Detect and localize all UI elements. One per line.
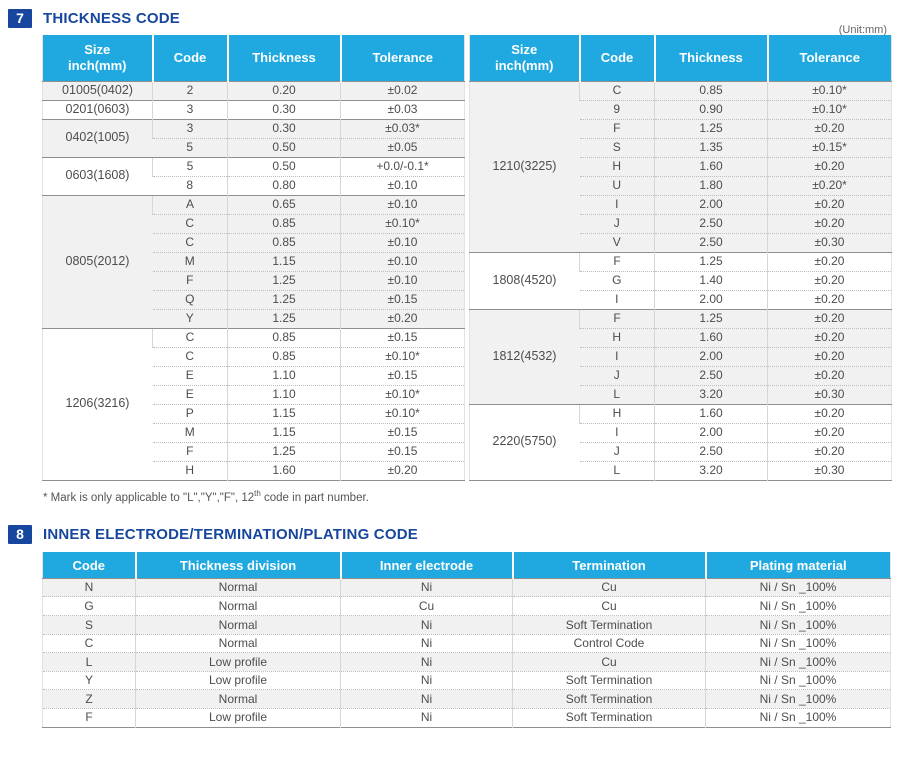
size-cell: 0201(0603)	[43, 100, 153, 119]
tolerance-cell: ±0.20	[768, 309, 892, 328]
col-header-inner-electrode: Inner electrode	[341, 552, 513, 578]
header-row	[43, 552, 891, 578]
thickness-cell: 1.25	[655, 119, 768, 138]
code-cell: V	[580, 233, 655, 252]
section7-number-badge: 7	[8, 9, 32, 28]
thickness-cell: 2.50	[655, 442, 768, 461]
code-cell: L	[580, 461, 655, 480]
section7-title: THICKNESS CODE	[43, 9, 180, 27]
tolerance-cell: ±0.30	[768, 461, 892, 480]
tolerance-cell: ±0.10*	[768, 81, 892, 100]
size-cell: 1808(4520)	[470, 252, 580, 309]
inner-electrode-cell: Ni	[341, 671, 513, 690]
code-cell: 3	[153, 100, 228, 119]
thickness-cell: 0.90	[655, 100, 768, 119]
thickness-division-cell: Low profile	[136, 708, 341, 727]
thickness-cell: 2.00	[655, 347, 768, 366]
thickness-cell: 3.20	[655, 461, 768, 480]
col-header-thickness: Thickness	[228, 35, 341, 81]
col-header-size-line1: Size	[84, 42, 111, 58]
thickness-table-right	[469, 35, 892, 481]
col-header-code: Code	[43, 552, 136, 578]
thickness-cell: 1.10	[228, 366, 341, 385]
tolerance-cell: ±0.20	[768, 442, 892, 461]
code-cell: I	[580, 423, 655, 442]
thickness-cell: 0.85	[228, 233, 341, 252]
thickness-cell: 1.25	[228, 290, 341, 309]
code-cell: S	[43, 616, 136, 635]
thickness-cell: 1.25	[228, 442, 341, 461]
tolerance-cell: ±0.20	[768, 271, 892, 290]
thickness-cell: 1.60	[655, 404, 768, 423]
tolerance-cell: ±0.02	[341, 81, 465, 100]
thickness-division-cell: Normal	[136, 634, 341, 653]
code-cell: G	[580, 271, 655, 290]
table-row	[43, 100, 465, 119]
col-header-size	[43, 35, 153, 81]
unit-label: (Unit:mm)	[838, 24, 887, 36]
code-cell: C	[153, 328, 228, 347]
thickness-cell: 0.30	[228, 100, 341, 119]
code-cell: 5	[153, 157, 228, 176]
code-table-body	[43, 578, 891, 727]
thickness-cell: 1.60	[655, 328, 768, 347]
thickness-cell: 0.30	[228, 119, 341, 138]
tolerance-cell: ±0.15	[341, 290, 465, 309]
code-cell: H	[153, 461, 228, 480]
code-cell: F	[153, 271, 228, 290]
table-row	[43, 578, 891, 597]
section8-number-badge: 8	[8, 525, 32, 544]
plating-material-cell: Ni / Sn _100%	[706, 578, 891, 597]
thickness-division-cell: Normal	[136, 578, 341, 597]
tolerance-cell: ±0.30	[768, 385, 892, 404]
size-cell: 01005(0402)	[43, 81, 153, 100]
thickness-cell: 1.80	[655, 176, 768, 195]
code-cell: G	[43, 597, 136, 616]
code-cell: Z	[43, 690, 136, 709]
termination-cell: Cu	[513, 597, 706, 616]
thickness-cell: 0.85	[228, 214, 341, 233]
tolerance-cell: ±0.20	[768, 366, 892, 385]
plating-material-cell: Ni / Sn _100%	[706, 616, 891, 635]
code-cell: F	[153, 442, 228, 461]
code-cell: M	[153, 423, 228, 442]
inner-electrode-cell: Ni	[341, 708, 513, 727]
header-row	[43, 35, 465, 81]
size-cell: 1812(4532)	[470, 309, 580, 404]
table-row	[470, 252, 892, 271]
col-header-code: Code	[580, 35, 655, 81]
tolerance-cell: ±0.20	[768, 157, 892, 176]
thickness-division-cell: Normal	[136, 597, 341, 616]
code-cell: I	[580, 195, 655, 214]
code-cell: A	[153, 195, 228, 214]
col-header-size-line2: inch(mm)	[68, 57, 127, 73]
code-cell: P	[153, 404, 228, 423]
table-row	[43, 328, 465, 347]
size-cell: 1210(3225)	[470, 81, 580, 252]
thickness-table-left-head	[43, 35, 465, 81]
tolerance-cell: ±0.20	[768, 195, 892, 214]
thickness-cell: 1.25	[228, 309, 341, 328]
table-row	[470, 404, 892, 423]
thickness-cell: 1.40	[655, 271, 768, 290]
plating-material-cell: Ni / Sn _100%	[706, 671, 891, 690]
col-header-code: Code	[153, 35, 228, 81]
thickness-footnote	[43, 489, 900, 504]
inner-electrode-cell: Ni	[341, 578, 513, 597]
code-cell: F	[43, 708, 136, 727]
termination-cell: Cu	[513, 578, 706, 597]
tolerance-cell: ±0.20	[768, 347, 892, 366]
table-row	[43, 671, 891, 690]
plating-material-cell: Ni / Sn _100%	[706, 690, 891, 709]
code-cell: C	[153, 214, 228, 233]
header-row	[470, 35, 892, 81]
thickness-cell: 2.50	[655, 214, 768, 233]
inner-electrode-cell: Ni	[341, 690, 513, 709]
code-cell: I	[580, 290, 655, 309]
tolerance-cell: ±0.10	[341, 271, 465, 290]
thickness-cell: 2.00	[655, 290, 768, 309]
code-cell: 8	[153, 176, 228, 195]
thickness-division-cell: Normal	[136, 690, 341, 709]
thickness-cell: 0.65	[228, 195, 341, 214]
tolerance-cell: ±0.03	[341, 100, 465, 119]
thickness-cell: 1.60	[655, 157, 768, 176]
tolerance-cell: ±0.20	[768, 404, 892, 423]
code-cell: H	[580, 328, 655, 347]
thickness-cell: 3.20	[655, 385, 768, 404]
inner-electrode-cell: Ni	[341, 634, 513, 653]
code-cell: Q	[153, 290, 228, 309]
code-cell: C	[153, 347, 228, 366]
code-cell: N	[43, 578, 136, 597]
thickness-cell: 1.15	[228, 404, 341, 423]
code-cell: E	[153, 366, 228, 385]
thickness-division-cell: Low profile	[136, 671, 341, 690]
thickness-cell: 1.25	[655, 309, 768, 328]
code-cell: 2	[153, 81, 228, 100]
size-cell: 2220(5750)	[470, 404, 580, 480]
code-cell: J	[580, 366, 655, 385]
col-header-termination: Termination	[513, 552, 706, 578]
footnote-text: * Mark is only applicable to "L","Y","F", 12	[43, 491, 255, 504]
tolerance-cell: ±0.10*	[341, 214, 465, 233]
thickness-cell: 2.00	[655, 423, 768, 442]
table-row	[470, 309, 892, 328]
plating-material-cell: Ni / Sn _100%	[706, 634, 891, 653]
thickness-cell: 2.50	[655, 366, 768, 385]
code-cell: C	[153, 233, 228, 252]
tolerance-cell: ±0.20*	[768, 176, 892, 195]
table-row	[470, 81, 892, 100]
tolerance-cell: ±0.10	[341, 252, 465, 271]
tolerance-cell: ±0.15	[341, 328, 465, 347]
code-cell: H	[580, 157, 655, 176]
tolerance-cell: ±0.20	[768, 328, 892, 347]
inner-electrode-cell: Ni	[341, 653, 513, 672]
thickness-tables	[42, 35, 890, 481]
termination-cell: Soft Termination	[513, 671, 706, 690]
code-cell: S	[580, 138, 655, 157]
section7-header	[8, 8, 900, 28]
code-cell: Y	[43, 671, 136, 690]
plating-material-cell: Ni / Sn _100%	[706, 597, 891, 616]
thickness-cell: 1.25	[655, 252, 768, 271]
code-cell: J	[580, 442, 655, 461]
col-header-size-line1: Size	[511, 42, 538, 58]
tolerance-cell: ±0.30	[768, 233, 892, 252]
size-cell: 0603(1608)	[43, 157, 153, 195]
code-cell: Y	[153, 309, 228, 328]
termination-cell: Soft Termination	[513, 616, 706, 635]
thickness-cell: 0.20	[228, 81, 341, 100]
tolerance-cell: ±0.10	[341, 176, 465, 195]
tolerance-cell: ±0.15*	[768, 138, 892, 157]
termination-cell: Soft Termination	[513, 708, 706, 727]
footnote-superscript: th	[254, 488, 261, 498]
code-cell: F	[580, 309, 655, 328]
footnote-text-end: code in part number.	[260, 491, 369, 504]
table-row	[43, 616, 891, 635]
code-cell: H	[580, 404, 655, 423]
code-cell: I	[580, 347, 655, 366]
col-header-size	[470, 35, 580, 81]
inner-electrode-cell: Ni	[341, 616, 513, 635]
thickness-cell: 2.50	[655, 233, 768, 252]
table-row	[43, 119, 465, 138]
tolerance-cell: ±0.20	[341, 461, 465, 480]
thickness-cell: 1.15	[228, 252, 341, 271]
section8-title: INNER ELECTRODE/TERMINATION/PLATING CODE	[43, 525, 418, 543]
plating-material-cell: Ni / Sn _100%	[706, 653, 891, 672]
table-row	[43, 157, 465, 176]
tolerance-cell: ±0.10*	[341, 347, 465, 366]
tolerance-cell: ±0.20	[768, 252, 892, 271]
col-header-size-line2: inch(mm)	[495, 57, 554, 73]
thickness-cell: 1.15	[228, 423, 341, 442]
tolerance-cell: ±0.03*	[341, 119, 465, 138]
tolerance-cell: ±0.20	[341, 309, 465, 328]
tolerance-cell: ±0.10*	[341, 385, 465, 404]
termination-cell: Soft Termination	[513, 690, 706, 709]
thickness-cell: 1.10	[228, 385, 341, 404]
tolerance-cell: ±0.10	[341, 195, 465, 214]
termination-cell: Control Code	[513, 634, 706, 653]
table-row	[43, 653, 891, 672]
tolerance-cell: ±0.15	[341, 423, 465, 442]
code-cell: F	[580, 119, 655, 138]
thickness-table-left-body	[43, 81, 465, 480]
thickness-cell: 0.80	[228, 176, 341, 195]
tolerance-cell: ±0.05	[341, 138, 465, 157]
code-cell: E	[153, 385, 228, 404]
col-header-tolerance: Tolerance	[768, 35, 892, 81]
thickness-table-left	[42, 35, 465, 481]
tolerance-cell: ±0.10*	[341, 404, 465, 423]
code-cell: L	[580, 385, 655, 404]
col-header-plating-material: Plating material	[706, 552, 891, 578]
size-cell: 1206(3216)	[43, 328, 153, 480]
table-row	[43, 634, 891, 653]
code-cell: C	[43, 634, 136, 653]
code-cell: F	[580, 252, 655, 271]
thickness-cell: 0.50	[228, 138, 341, 157]
thickness-cell: 1.35	[655, 138, 768, 157]
code-cell: 5	[153, 138, 228, 157]
thickness-cell: 1.60	[228, 461, 341, 480]
tolerance-cell: ±0.15	[341, 366, 465, 385]
thickness-cell: 1.25	[228, 271, 341, 290]
thickness-cell: 0.85	[655, 81, 768, 100]
col-header-thickness: Thickness	[655, 35, 768, 81]
thickness-cell: 0.85	[228, 347, 341, 366]
tolerance-cell: ±0.20	[768, 119, 892, 138]
table-row	[43, 690, 891, 709]
code-cell: 9	[580, 100, 655, 119]
table-row	[43, 81, 465, 100]
electrode-termination-plating-table	[42, 552, 891, 727]
tolerance-cell: ±0.10	[341, 233, 465, 252]
tolerance-cell: ±0.15	[341, 442, 465, 461]
thickness-division-cell: Low profile	[136, 653, 341, 672]
table-row	[43, 597, 891, 616]
col-header-thickness-division: Thickness division	[136, 552, 341, 578]
code-cell: J	[580, 214, 655, 233]
inner-electrode-cell: Cu	[341, 597, 513, 616]
table-row	[43, 195, 465, 214]
tolerance-cell: ±0.20	[768, 214, 892, 233]
tolerance-cell: +0.0/-0.1*	[341, 157, 465, 176]
thickness-cell: 2.00	[655, 195, 768, 214]
col-header-tolerance: Tolerance	[341, 35, 465, 81]
thickness-table-right-body	[470, 81, 892, 480]
tolerance-cell: ±0.20	[768, 290, 892, 309]
termination-cell: Cu	[513, 653, 706, 672]
section8-header	[8, 524, 900, 544]
thickness-division-cell: Normal	[136, 616, 341, 635]
size-cell: 0805(2012)	[43, 195, 153, 328]
tolerance-cell: ±0.20	[768, 423, 892, 442]
size-cell: 0402(1005)	[43, 119, 153, 157]
code-cell: C	[580, 81, 655, 100]
code-cell: L	[43, 653, 136, 672]
code-table-head	[43, 552, 891, 578]
code-cell: 3	[153, 119, 228, 138]
thickness-cell: 0.50	[228, 157, 341, 176]
tolerance-cell: ±0.10*	[768, 100, 892, 119]
code-cell: M	[153, 252, 228, 271]
table-row	[43, 708, 891, 727]
plating-material-cell: Ni / Sn _100%	[706, 708, 891, 727]
thickness-cell: 0.85	[228, 328, 341, 347]
thickness-table-right-head	[470, 35, 892, 81]
code-cell: U	[580, 176, 655, 195]
